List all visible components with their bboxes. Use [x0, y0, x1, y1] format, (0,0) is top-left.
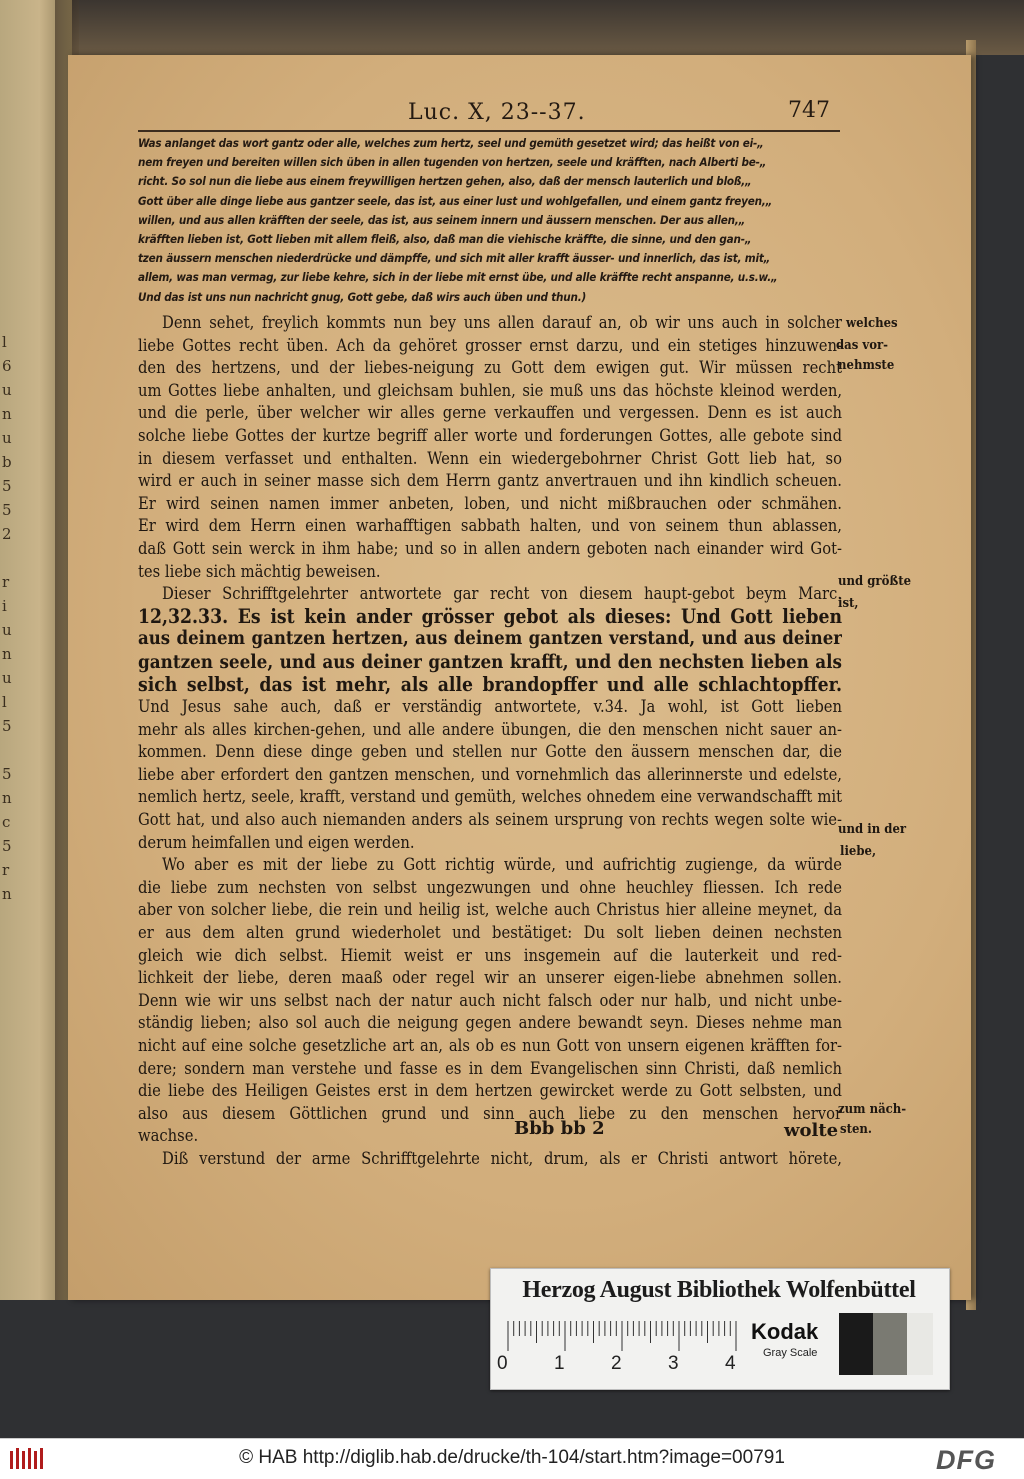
ruler-number: 4: [725, 1353, 736, 1374]
text-line: Dieser Schrifftgelehrter antwortete gar recht von diesem haupt-gebot beym Marc.: [162, 584, 842, 604]
text-line: sich selbst, das ist mehr, als alle brandopffer und alle schlachtopffer.: [138, 673, 842, 696]
text-line: den des hertzens, und der liebes-neigung zu Gott dem ewigen gut. Wir müssen recht: [138, 358, 842, 378]
text-line: 12,32.33. Es ist kein ander grösser gebot als dieses: Und Gott lieben: [138, 605, 842, 628]
margin-note: das vor-: [836, 338, 889, 353]
text-line: aus deinem gantzen hertzen, aus deinem gantzen verstand, und aus deiner: [138, 628, 842, 650]
margin-note: und größte: [838, 574, 912, 589]
gray-swatch-light: [907, 1313, 933, 1375]
text-line: die liebe des Heiligen Geistes erst in dem hertzen gewircket werde zu Gott selbsten, und: [138, 1081, 842, 1101]
text-line: liebe aber erfordert den gantzen menschen, und vornehmlich das allerinnerste und edelste,: [138, 764, 842, 784]
text-line: aber von solcher liebe, die rein und heilig ist, welche auch Christus hier alleine meynet, da: [138, 900, 842, 920]
note-line: nem freyen und bereiten willen sich üben in allen tugenden von hertzen, seele und kräfften, nach Alberti be-„: [138, 155, 767, 170]
text-line: er aus dem alten grund wiederholet und bestätiget: Du solt lieben deinen nechsten: [138, 923, 842, 943]
text-line: nicht auf eine solche gesetzliche art an, als ob es nun Gott von unsern eigenen kräfften for-: [138, 1036, 842, 1055]
note-line: allem, was man vermag, zur liebe kehre, sich in der liebe mit ernst übe, und alle kräffte recht anspanne, u.s.w.„: [138, 270, 778, 285]
ruler-number: 3: [668, 1353, 679, 1374]
note-line: kräfften lieben ist, Gott lieben mit allem fleiß, also, daß man die viehische kräffte, die sinne, und den gan-„: [138, 231, 752, 246]
text-line: kommen. Denn diese dinge geben und stellen nur Gotte den äussern menschen dar, die: [138, 742, 842, 762]
text-line: Denn sehet, freylich kommts nun bey uns allen darauf an, ob wir uns auch in solcher: [162, 313, 842, 332]
copyright-url[interactable]: © HAB http://diglib.hab.de/drucke/th-104/start.htm?image=00791: [239, 1447, 785, 1468]
kodak-label: Kodak: [751, 1319, 819, 1344]
text-line: solche liebe Gottes der kurtze begriff aller worte und forderungen Gottes, alle gebote sind: [138, 425, 842, 445]
text-line: derum heimfallen und eigen werden.: [138, 832, 415, 852]
dfg-logo: DFG: [936, 1445, 996, 1475]
margin-note: liebe,: [840, 844, 877, 859]
gray-scale-label: Gray Scale: [763, 1347, 818, 1359]
note-line: willen, und aus allen kräfften der seele, das ist, aus seinem innern und äussern menschen. Der aus allen,„: [138, 212, 746, 227]
text-line: nemlich hertz, seele, krafft, verstand und gemüth, welches ohnedem eine verwandschafft mit: [138, 787, 842, 807]
ruler-number: 2: [611, 1353, 622, 1374]
text-line: in diesem verfasset und enthalten. Wenn ein wiedergebohrner Christ Gott lieb hat, so: [138, 448, 842, 468]
text-line: Diß verstund der arme Schrifftgelehrte nicht, drum, als er Christi antwort hörete,: [162, 1148, 842, 1168]
text-line: ständig lieben; also sol auch die neigung gegen andere bewandt seyn. Dieses nehme man: [138, 1013, 842, 1033]
running-head: Luc. X, 23--37.: [408, 100, 586, 125]
note-line: tzen äussern menschen niederdrücke und dämpffe, und sich mit aller krafft äusser- und innerlich, das ist, mit„: [138, 251, 771, 266]
gray-swatch-dark: [839, 1313, 873, 1375]
margin-note: zum näch-: [838, 1102, 907, 1117]
text-line: also aus diesem Göttlichen grund und sinn auch liebe zu den menschen hervor: [138, 1103, 842, 1123]
ruler-scale: [505, 1321, 753, 1351]
text-line: wird er auch in seiner masse sich dem Herrn gantz anvertrauen und ihn kindlich scheuen.: [138, 471, 842, 491]
left-page-edge-text: l 6 u n u b 5 5 2 r i u n u l 5 5 n c 5 r n: [2, 333, 12, 903]
signature-mark: Bbb bb 2: [514, 1118, 605, 1139]
gray-swatch-mid: [873, 1313, 907, 1375]
body-text: [138, 312, 842, 1171]
catchword: wolte: [784, 1120, 839, 1141]
text-line: Denn wie wir uns selbst nach der natur auch nicht falsch oder nur halb, und nicht unbe-: [138, 990, 842, 1010]
text-line: liebe Gottes recht üben. Ach da gehöret grosser ernst darzu, und ein stetiges hinzuwen-: [138, 335, 842, 355]
text-line: tes liebe sich mächtig beweisen.: [138, 561, 381, 581]
margin-note: sten.: [840, 1122, 872, 1137]
ruler-number: 0: [497, 1353, 508, 1374]
margin-note: und in der: [838, 822, 907, 837]
text-line: und die perle, über welcher wir alles gerne verkauffen und vergessen. Denn es ist auch: [138, 403, 842, 423]
ruler-number: 1: [554, 1353, 565, 1374]
text-line: Er wird dem Herrn einen warhafftigen sabbath halten, und von seinem thun ablassen,: [138, 516, 842, 536]
note-line: richt. So sol nun die liebe aus einem freywilligen hertzen gehen, also, daß der mensch lauterlich und bloß,„: [138, 174, 752, 189]
margin-note: ist,: [838, 596, 859, 611]
text-line: dere; sondern man verstehe und fasse es in dem Evangelischen sinn Christi, daß nemlich: [138, 1058, 842, 1078]
margin-note: welches: [846, 316, 898, 331]
note-line: Und das ist uns nun nachricht gnug, Gott gebe, daß wirs auch üben und thun.): [138, 289, 587, 304]
text-line: daß Gott sein werck in ihm habe; und so in allen andern geboten nach einander wird Got-: [138, 538, 842, 558]
note-line: Was anlanget das wort gantz oder alle, welches zum hertz, seel und gemüth gesetzet wird; das heißt von ei-„: [138, 136, 764, 150]
text-line: Er wird seinen namen immer anbeten, loben, und nicht mißbrauchen oder schmähen.: [138, 493, 842, 513]
margin-note: nehmste: [838, 358, 895, 373]
text-line: Gott hat, und also auch niemanden anders als seinem ursprung von rechts wegen solte wie-: [138, 810, 842, 830]
text-line: die liebe zum nechsten von selbst ungezwungen und ohne heuchley fliessen. Ich rede: [138, 877, 842, 897]
text-line: um Gottes liebe anhalten, und gleichsam buhlen, sie muß uns das höchste kleinod werden,: [138, 380, 842, 400]
commentary-note: [138, 134, 850, 307]
scan-top-shadow: [0, 0, 1024, 55]
text-line: gantzen seele, und aus deiner gantzen krafft, und den nechsten lieben als: [138, 650, 842, 673]
text-line: Und Jesus sahe auch, daß er verständig antwortete, v.34. Ja wohl, ist Gott lieben: [138, 697, 842, 717]
library-title: Herzog August Bibliothek Wolfenbüttel: [522, 1277, 916, 1303]
text-line: Wo aber es mit der liebe zu Gott richtig würde, und aufrichtig zugienge, da würde: [162, 855, 842, 875]
text-line: gleich wie dich selbst. Hiemit weist er uns insgemein auf die lauterkeit und red-: [138, 945, 842, 965]
text-line: wachse.: [138, 1126, 199, 1146]
note-line: Gott über alle dinge liebe aus gantzer seele, das ist, aus einer lust und wohlgefallen, und einem gantz freyen,„: [138, 193, 773, 208]
text-line: lichkeit der liebe, deren maaß oder regel wir an unserer eigen-liebe abnehmen sollen.: [138, 968, 842, 988]
page-number: 747: [788, 98, 830, 123]
color-scale-card: [490, 1268, 950, 1390]
footer-bar: [0, 1438, 1024, 1479]
header-rule: [138, 130, 840, 132]
text-line: mehr als alles kirchen-gehen, und alle andere übungen, die den menschen nicht sauer an-: [138, 719, 842, 739]
